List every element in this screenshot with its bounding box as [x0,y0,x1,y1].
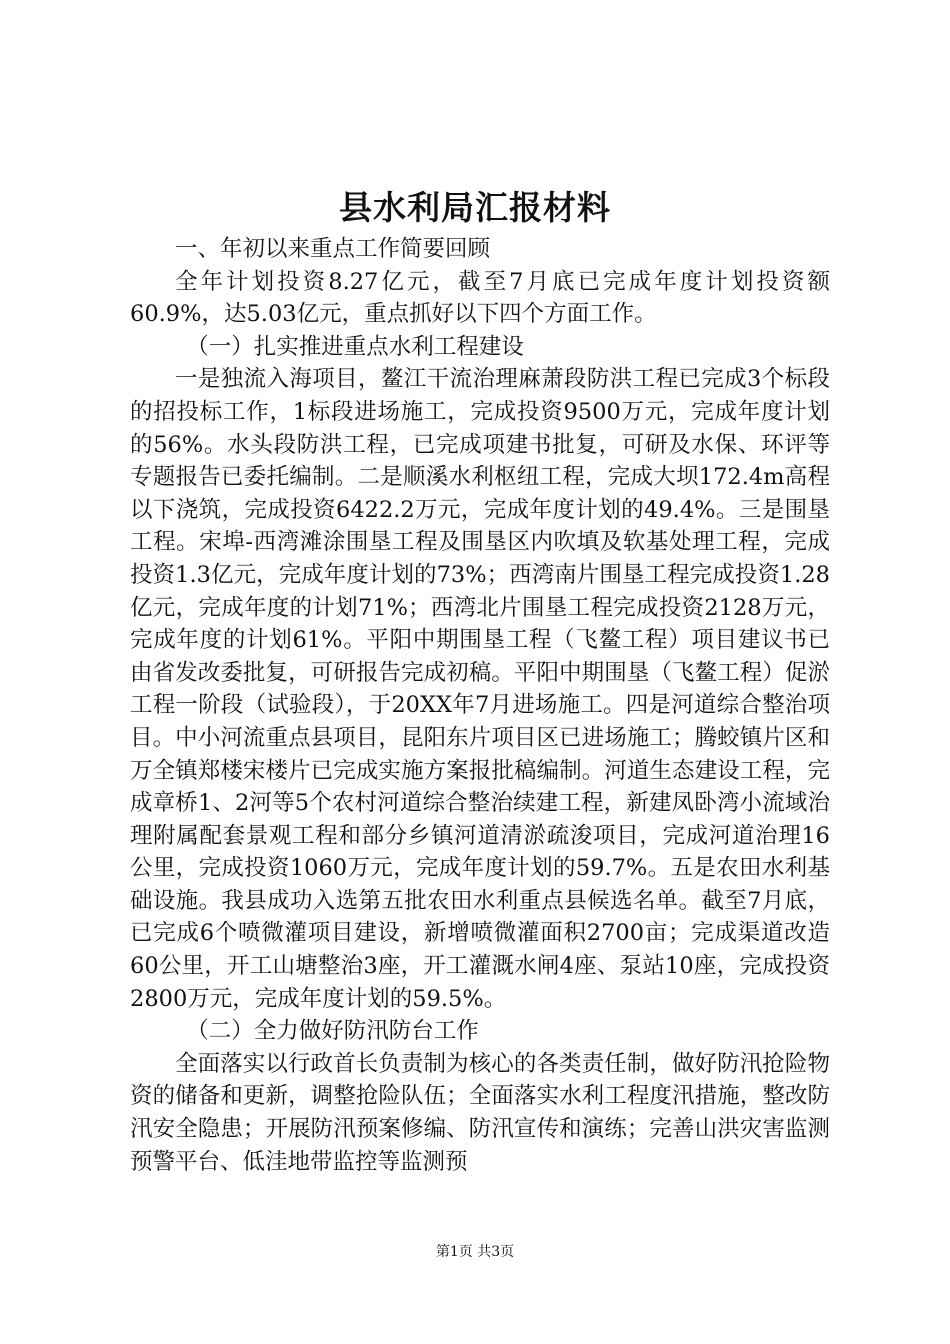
body-paragraph: 一是独流入海项目，鳌江干流治理麻萧段防洪工程已完成3个标段的招投标工作，1标段进场施工，完成投资9500万元，完成年度计划的56%。水头段防洪工程，已完成项建书批复，可研及水保、环评等专题报告已委托编制。二是顺溪水利枢纽工程，完成大坝172.4m高程以下浇筑，完成投资6422.2万元，完成年度计划的49.4%。三是围垦工程。宋埠-西湾滩涂围垦工程及围垦区内吹填及软基处理工程，完成投资1.3亿元，完成年度计划的73%；西湾南片围垦工程完成投资1.28亿元，完成年度的计划71%；西湾北片围垦工程完成投资2128万元，完成年度的计划61%。平阳中期围垦工程（飞鳌工程）项目建议书已由省发改委批复，可研报告完成初稿。平阳中期围垦（飞鳌工程）促淤工程一阶段（试验段），于20XX年7月进场施工。四是河道综合整治项目。中小河流重点县项目，昆阳东片项目区已进场施工；腾蛟镇片区和万全镇郑楼宋楼片已完成实施方案报批稿编制。河道生态建设工程，完成章桥1、2河等5个农村河道综合整治续建工程，新建凤卧湾小流域治理附属配套景观工程和部分乡镇河道清淤疏浚项目，完成河道治理16公里，完成投资1060万元，完成年度计划的59.7%。五是农田水利基础设施。我县成功入选第五批农田水利重点县候选名单。截至7月底，已完成6个喷微灌项目建设，新增喷微灌面积2700亩；完成渠道改造60公里，开工山塘整治3座，开工灌溉水闸4座、泵站10座，完成投资2800万元，完成年度计划的59.5%。 [130,366,830,1012]
page-number-footer: 第1页 共3页 [435,1244,515,1260]
document-body [130,233,830,1178]
body-paragraph: 全年计划投资8.27亿元，截至7月底已完成年度计划投资额60.9%，达5.03亿元，重点抓好以下四个方面工作。 [130,268,830,328]
document-title: 县水利局汇报材料 [339,188,611,227]
subsection-heading: （二）全力做好防汛防台工作 [186,1018,479,1045]
section-heading: 一、年初以来重点工作简要回顾 [175,236,491,262]
body-paragraph: 全面落实以行政首长负责制为核心的各类责任制，做好防汛抢险物资的储备和更新，调整抢险队伍；全面落实水利工程度汛措施，整改防汛安全隐患；开展防汛预案修编、防汛宣传和演练；完善山洪灾害监测预警平台、低洼地带监控等监测预 [130,1050,830,1175]
subsection-heading: （一）扎实推进重点水利工程建设 [186,333,524,360]
